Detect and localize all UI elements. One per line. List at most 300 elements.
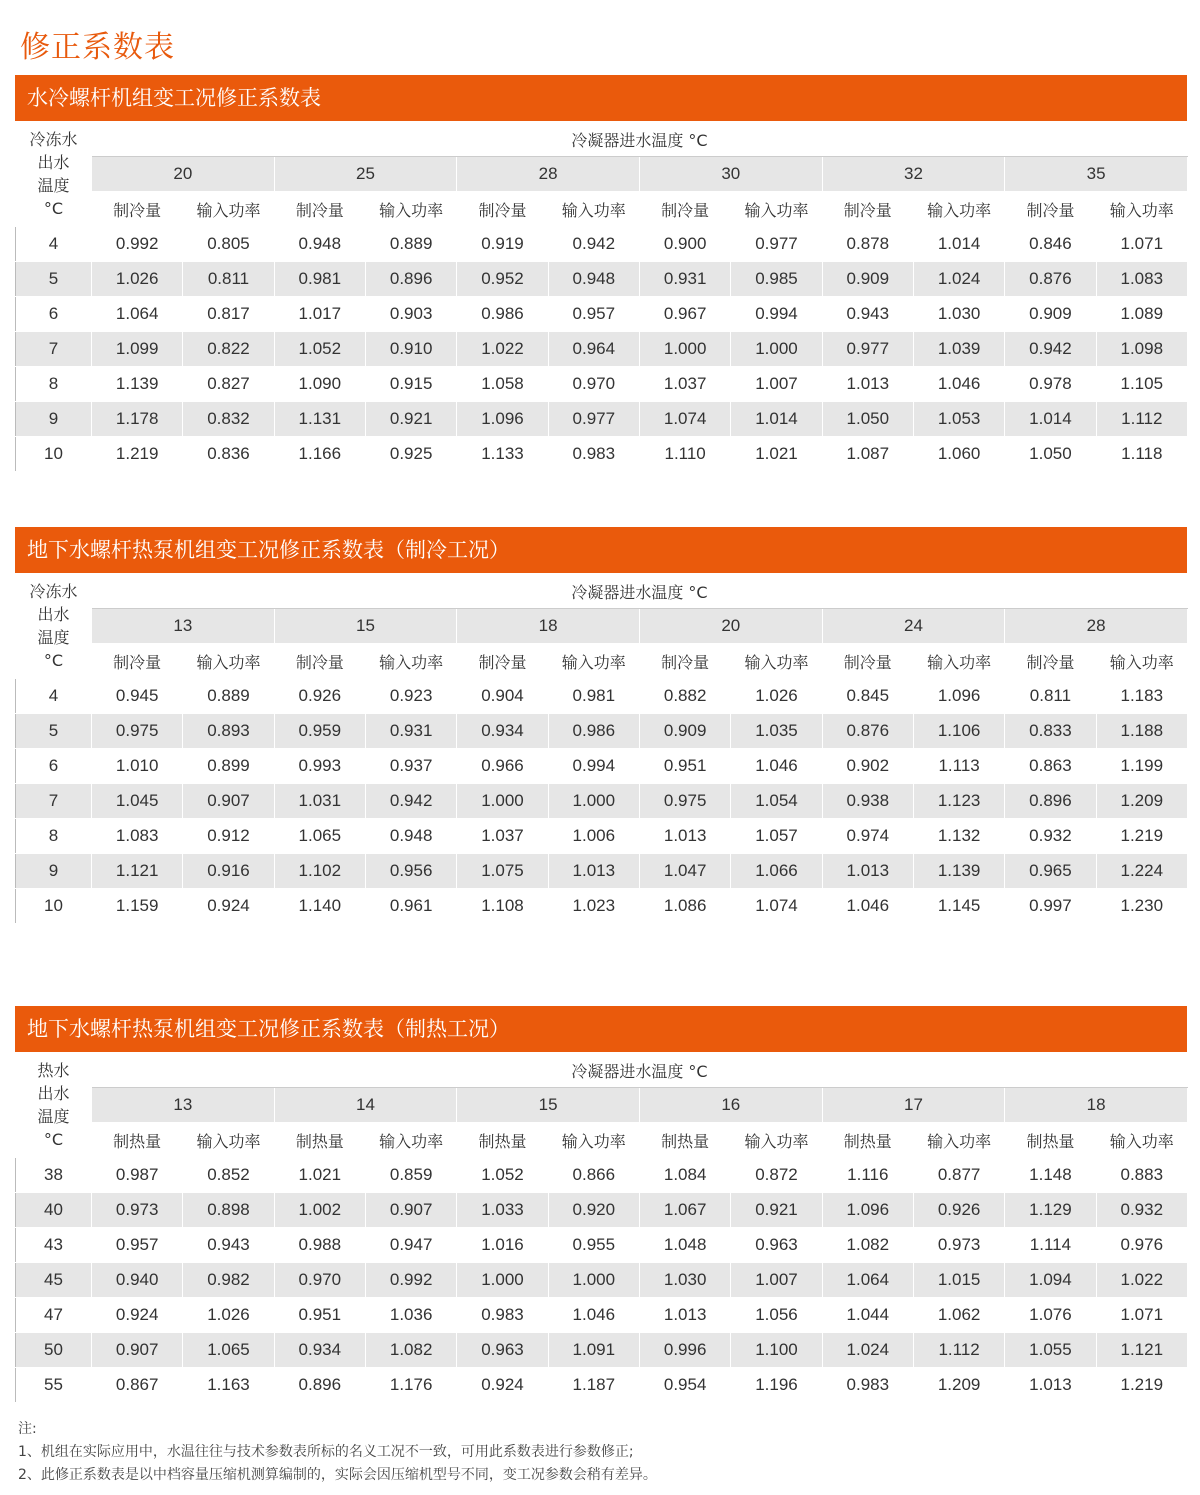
- capacity-factor-cell: 0.977: [822, 332, 913, 367]
- capacity-factor-cell: 0.926: [274, 679, 365, 714]
- table-title: 水冷螺杆机组变工况修正系数表: [15, 75, 1187, 121]
- capacity-factor-cell: 0.876: [822, 714, 913, 749]
- condenser-temp-value: 15: [457, 1088, 640, 1123]
- capacity-factor-cell: 1.178: [92, 402, 183, 437]
- power-factor-cell: 0.992: [365, 1263, 456, 1298]
- power-factor-cell: 1.013: [548, 854, 639, 889]
- power-factor-cell: 1.096: [913, 679, 1004, 714]
- capacity-factor-cell: 0.863: [1005, 749, 1096, 784]
- capacity-factor-cell: 1.024: [822, 1333, 913, 1368]
- capacity-factor-cell: 1.000: [639, 332, 730, 367]
- power-factor-cell: 1.100: [731, 1333, 822, 1368]
- capacity-col-label: 制冷量: [92, 192, 183, 227]
- condenser-temp-value: 20: [92, 157, 275, 192]
- capacity-factor-cell: 0.952: [457, 262, 548, 297]
- power-col-label: 输入功率: [913, 644, 1004, 679]
- capacity-factor-cell: 0.965: [1005, 854, 1096, 889]
- table-row: [16, 262, 1188, 297]
- power-factor-cell: 1.121: [1096, 1333, 1187, 1368]
- capacity-factor-cell: 1.082: [822, 1228, 913, 1263]
- capacity-factor-cell: 0.967: [639, 297, 730, 332]
- capacity-factor-cell: 0.919: [457, 227, 548, 262]
- row-header-line: 温度: [37, 628, 70, 647]
- power-factor-cell: 1.132: [913, 819, 1004, 854]
- capacity-factor-cell: 0.959: [274, 714, 365, 749]
- power-col-label: 输入功率: [913, 1123, 1004, 1158]
- table-row: [16, 367, 1188, 402]
- capacity-factor-cell: 1.067: [639, 1193, 730, 1228]
- capacity-factor-cell: 0.924: [92, 1298, 183, 1333]
- power-factor-cell: 0.889: [183, 679, 274, 714]
- power-factor-cell: 0.920: [548, 1193, 639, 1228]
- capacity-col-label: 制冷量: [1005, 644, 1096, 679]
- notes: [18, 1418, 657, 1487]
- capacity-factor-cell: 0.811: [1005, 679, 1096, 714]
- table-row: [16, 332, 1188, 367]
- correction-table: [15, 1052, 1188, 1403]
- power-factor-cell: 0.976: [1096, 1228, 1187, 1263]
- power-factor-cell: 0.866: [548, 1158, 639, 1193]
- power-factor-cell: 1.015: [913, 1263, 1004, 1298]
- table-row: [16, 1368, 1188, 1403]
- power-factor-cell: 1.036: [365, 1298, 456, 1333]
- table-row: [16, 437, 1188, 472]
- power-col-label: 输入功率: [365, 1123, 456, 1158]
- capacity-factor-cell: 1.037: [639, 367, 730, 402]
- condenser-temp-value: 14: [274, 1088, 457, 1123]
- capacity-factor-cell: 1.010: [92, 749, 183, 784]
- correction-table-groundwater-cooling: [15, 527, 1187, 924]
- capacity-factor-cell: 0.932: [1005, 819, 1096, 854]
- table-row: [16, 749, 1188, 784]
- outlet-temp-cell: 10: [16, 437, 92, 472]
- capacity-factor-cell: 1.017: [274, 297, 365, 332]
- power-col-label: 输入功率: [548, 1123, 639, 1158]
- capacity-factor-cell: 0.934: [274, 1333, 365, 1368]
- capacity-factor-cell: 0.902: [822, 749, 913, 784]
- capacity-factor-cell: 1.013: [822, 854, 913, 889]
- capacity-col-label: 制热量: [457, 1123, 548, 1158]
- condenser-temp-value: 28: [457, 157, 640, 192]
- condenser-temp-label: 冷凝器进水温度 °C: [92, 122, 1188, 157]
- capacity-factor-cell: 1.030: [639, 1263, 730, 1298]
- power-factor-cell: 0.985: [731, 262, 822, 297]
- outlet-temp-cell: 38: [16, 1158, 92, 1193]
- power-factor-cell: 0.811: [183, 262, 274, 297]
- power-factor-cell: 1.053: [913, 402, 1004, 437]
- power-factor-cell: 0.970: [548, 367, 639, 402]
- table-row: [16, 227, 1188, 262]
- capacity-factor-cell: 1.083: [92, 819, 183, 854]
- power-factor-cell: 1.196: [731, 1368, 822, 1403]
- power-factor-cell: 0.827: [183, 367, 274, 402]
- power-factor-cell: 0.899: [183, 749, 274, 784]
- power-factor-cell: 1.056: [731, 1298, 822, 1333]
- capacity-factor-cell: 0.945: [92, 679, 183, 714]
- capacity-factor-cell: 1.047: [639, 854, 730, 889]
- note-line-2: 2、此修正系数表是以中档容量压缩机测算编制的，实际会因压缩机型号不同，变工况参数会稍有差异。: [18, 1467, 657, 1483]
- capacity-factor-cell: 1.045: [92, 784, 183, 819]
- table-row: [16, 297, 1188, 332]
- table-row: [16, 1298, 1188, 1333]
- capacity-factor-cell: 0.942: [1005, 332, 1096, 367]
- correction-table-groundwater-heating: [15, 1006, 1187, 1403]
- row-header-line: 出水: [37, 1084, 70, 1103]
- row-header-line: 冷冻水: [29, 130, 78, 149]
- outlet-temp-cell: 43: [16, 1228, 92, 1263]
- capacity-factor-cell: 1.129: [1005, 1193, 1096, 1228]
- capacity-factor-cell: 1.139: [92, 367, 183, 402]
- outlet-temp-cell: 4: [16, 227, 92, 262]
- power-factor-cell: 1.007: [731, 1263, 822, 1298]
- power-col-label: 输入功率: [1096, 1123, 1187, 1158]
- power-factor-cell: 1.023: [548, 889, 639, 924]
- outlet-temp-cell: 6: [16, 749, 92, 784]
- capacity-factor-cell: 0.845: [822, 679, 913, 714]
- capacity-factor-cell: 1.055: [1005, 1333, 1096, 1368]
- capacity-factor-cell: 0.970: [274, 1263, 365, 1298]
- outlet-temp-cell: 55: [16, 1368, 92, 1403]
- power-factor-cell: 0.986: [548, 714, 639, 749]
- capacity-factor-cell: 1.219: [92, 437, 183, 472]
- capacity-factor-cell: 0.973: [92, 1193, 183, 1228]
- power-factor-cell: 1.062: [913, 1298, 1004, 1333]
- condenser-temp-value: 28: [1005, 609, 1188, 644]
- power-factor-cell: 1.060: [913, 437, 1004, 472]
- power-factor-cell: 0.963: [731, 1228, 822, 1263]
- power-factor-cell: 0.931: [365, 714, 456, 749]
- outlet-temp-cell: 5: [16, 714, 92, 749]
- power-factor-cell: 1.074: [731, 889, 822, 924]
- power-factor-cell: 1.219: [1096, 1368, 1187, 1403]
- power-factor-cell: 0.924: [183, 889, 274, 924]
- power-factor-cell: 0.994: [548, 749, 639, 784]
- capacity-factor-cell: 0.896: [1005, 784, 1096, 819]
- power-factor-cell: 0.883: [1096, 1158, 1187, 1193]
- power-factor-cell: 0.973: [913, 1228, 1004, 1263]
- power-factor-cell: 1.123: [913, 784, 1004, 819]
- power-factor-cell: 1.091: [548, 1333, 639, 1368]
- power-factor-cell: 0.912: [183, 819, 274, 854]
- row-header-line: 冷冻水: [29, 582, 78, 601]
- capacity-col-label: 制热量: [274, 1123, 365, 1158]
- capacity-factor-cell: 0.900: [639, 227, 730, 262]
- capacity-factor-cell: 0.909: [639, 714, 730, 749]
- capacity-factor-cell: 0.996: [639, 1333, 730, 1368]
- power-factor-cell: 0.921: [365, 402, 456, 437]
- power-factor-cell: 0.836: [183, 437, 274, 472]
- capacity-factor-cell: 1.014: [1005, 402, 1096, 437]
- capacity-factor-cell: 0.975: [92, 714, 183, 749]
- condenser-temp-value: 18: [457, 609, 640, 644]
- capacity-factor-cell: 1.037: [457, 819, 548, 854]
- power-factor-cell: 1.112: [913, 1333, 1004, 1368]
- power-factor-cell: 0.981: [548, 679, 639, 714]
- capacity-factor-cell: 0.975: [639, 784, 730, 819]
- row-header-line: 温度: [37, 176, 70, 195]
- condenser-temp-value: 24: [822, 609, 1005, 644]
- capacity-factor-cell: 0.938: [822, 784, 913, 819]
- condenser-temp-label: 冷凝器进水温度 °C: [92, 1053, 1188, 1088]
- power-factor-cell: 0.932: [1096, 1193, 1187, 1228]
- capacity-factor-cell: 0.876: [1005, 262, 1096, 297]
- capacity-col-label: 制热量: [639, 1123, 730, 1158]
- capacity-factor-cell: 1.096: [457, 402, 548, 437]
- power-factor-cell: 1.030: [913, 297, 1004, 332]
- power-factor-cell: 1.022: [1096, 1263, 1187, 1298]
- capacity-factor-cell: 0.978: [1005, 367, 1096, 402]
- capacity-factor-cell: 0.907: [92, 1333, 183, 1368]
- power-factor-cell: 0.961: [365, 889, 456, 924]
- table-row: [16, 784, 1188, 819]
- power-factor-cell: 0.822: [183, 332, 274, 367]
- row-header-label: [16, 1053, 92, 1158]
- power-factor-cell: 0.893: [183, 714, 274, 749]
- capacity-factor-cell: 1.096: [822, 1193, 913, 1228]
- power-factor-cell: 1.106: [913, 714, 1004, 749]
- condenser-temp-value: 13: [92, 609, 275, 644]
- capacity-factor-cell: 1.000: [457, 784, 548, 819]
- outlet-temp-cell: 7: [16, 332, 92, 367]
- capacity-col-label: 制冷量: [1005, 192, 1096, 227]
- power-factor-cell: 0.896: [365, 262, 456, 297]
- power-factor-cell: 1.163: [183, 1368, 274, 1403]
- capacity-factor-cell: 0.948: [274, 227, 365, 262]
- row-header-line: 热水: [37, 1061, 70, 1080]
- condenser-temp-value: 13: [92, 1088, 275, 1123]
- capacity-factor-cell: 0.963: [457, 1333, 548, 1368]
- capacity-factor-cell: 1.094: [1005, 1263, 1096, 1298]
- power-factor-cell: 0.948: [365, 819, 456, 854]
- capacity-col-label: 制冷量: [639, 644, 730, 679]
- outlet-temp-cell: 8: [16, 367, 92, 402]
- capacity-factor-cell: 0.992: [92, 227, 183, 262]
- power-factor-cell: 1.007: [731, 367, 822, 402]
- table-row: [16, 1333, 1188, 1368]
- power-factor-cell: 0.805: [183, 227, 274, 262]
- power-factor-cell: 1.219: [1096, 819, 1187, 854]
- correction-table-water-cooled: [15, 75, 1187, 472]
- capacity-factor-cell: 1.076: [1005, 1298, 1096, 1333]
- capacity-factor-cell: 1.048: [639, 1228, 730, 1263]
- capacity-factor-cell: 1.099: [92, 332, 183, 367]
- power-factor-cell: 1.105: [1096, 367, 1187, 402]
- power-factor-cell: 1.187: [548, 1368, 639, 1403]
- power-factor-cell: 0.983: [548, 437, 639, 472]
- power-factor-cell: 1.046: [548, 1298, 639, 1333]
- capacity-col-label: 制冷量: [274, 192, 365, 227]
- power-factor-cell: 0.955: [548, 1228, 639, 1263]
- power-factor-cell: 1.000: [731, 332, 822, 367]
- row-header-line: °C: [43, 199, 64, 218]
- power-factor-cell: 1.089: [1096, 297, 1187, 332]
- capacity-factor-cell: 1.050: [1005, 437, 1096, 472]
- page-title: 修正系数表: [20, 30, 175, 65]
- condenser-temp-value: 17: [822, 1088, 1005, 1123]
- correction-table: [15, 573, 1188, 924]
- power-factor-cell: 1.000: [548, 784, 639, 819]
- capacity-factor-cell: 1.110: [639, 437, 730, 472]
- power-factor-cell: 0.942: [548, 227, 639, 262]
- outlet-temp-cell: 8: [16, 819, 92, 854]
- capacity-factor-cell: 1.064: [92, 297, 183, 332]
- outlet-temp-cell: 9: [16, 854, 92, 889]
- capacity-factor-cell: 1.013: [822, 367, 913, 402]
- capacity-factor-cell: 0.957: [92, 1228, 183, 1263]
- capacity-factor-cell: 0.951: [639, 749, 730, 784]
- condenser-temp-value: 20: [639, 609, 822, 644]
- power-factor-cell: 1.039: [913, 332, 1004, 367]
- power-col-label: 输入功率: [183, 1123, 274, 1158]
- capacity-factor-cell: 1.021: [274, 1158, 365, 1193]
- capacity-factor-cell: 0.986: [457, 297, 548, 332]
- condenser-temp-value: 32: [822, 157, 1005, 192]
- capacity-col-label: 制冷量: [457, 644, 548, 679]
- capacity-col-label: 制冷量: [92, 644, 183, 679]
- power-factor-cell: 1.139: [913, 854, 1004, 889]
- power-col-label: 输入功率: [1096, 644, 1187, 679]
- power-col-label: 输入功率: [548, 192, 639, 227]
- capacity-factor-cell: 1.114: [1005, 1228, 1096, 1263]
- power-factor-cell: 0.926: [913, 1193, 1004, 1228]
- capacity-factor-cell: 1.033: [457, 1193, 548, 1228]
- power-factor-cell: 0.832: [183, 402, 274, 437]
- capacity-factor-cell: 1.026: [92, 262, 183, 297]
- power-factor-cell: 1.071: [1096, 1298, 1187, 1333]
- power-factor-cell: 0.907: [183, 784, 274, 819]
- capacity-factor-cell: 1.166: [274, 437, 365, 472]
- capacity-factor-cell: 0.909: [822, 262, 913, 297]
- power-factor-cell: 1.176: [365, 1368, 456, 1403]
- capacity-factor-cell: 0.867: [92, 1368, 183, 1403]
- power-col-label: 输入功率: [183, 644, 274, 679]
- capacity-factor-cell: 0.904: [457, 679, 548, 714]
- power-factor-cell: 0.852: [183, 1158, 274, 1193]
- capacity-factor-cell: 1.116: [822, 1158, 913, 1193]
- row-header-line: 温度: [37, 1107, 70, 1126]
- capacity-factor-cell: 0.983: [822, 1368, 913, 1403]
- capacity-factor-cell: 1.121: [92, 854, 183, 889]
- capacity-factor-cell: 1.016: [457, 1228, 548, 1263]
- condenser-temp-label: 冷凝器进水温度 °C: [92, 574, 1188, 609]
- capacity-factor-cell: 0.882: [639, 679, 730, 714]
- power-factor-cell: 0.817: [183, 297, 274, 332]
- capacity-factor-cell: 0.909: [1005, 297, 1096, 332]
- capacity-factor-cell: 0.997: [1005, 889, 1096, 924]
- capacity-col-label: 制冷量: [457, 192, 548, 227]
- capacity-factor-cell: 1.031: [274, 784, 365, 819]
- table-row: [16, 402, 1188, 437]
- power-col-label: 输入功率: [365, 192, 456, 227]
- capacity-factor-cell: 0.981: [274, 262, 365, 297]
- power-col-label: 输入功率: [731, 644, 822, 679]
- power-col-label: 输入功率: [183, 192, 274, 227]
- capacity-col-label: 制冷量: [822, 644, 913, 679]
- outlet-temp-cell: 47: [16, 1298, 92, 1333]
- capacity-factor-cell: 0.940: [92, 1263, 183, 1298]
- row-header-line: °C: [43, 1130, 64, 1149]
- capacity-factor-cell: 1.044: [822, 1298, 913, 1333]
- capacity-factor-cell: 1.064: [822, 1263, 913, 1298]
- capacity-factor-cell: 0.931: [639, 262, 730, 297]
- power-factor-cell: 1.209: [1096, 784, 1187, 819]
- power-factor-cell: 1.057: [731, 819, 822, 854]
- capacity-factor-cell: 1.013: [639, 1298, 730, 1333]
- power-factor-cell: 0.947: [365, 1228, 456, 1263]
- capacity-factor-cell: 1.013: [639, 819, 730, 854]
- power-col-label: 输入功率: [548, 644, 639, 679]
- row-header-line: °C: [43, 651, 64, 670]
- power-factor-cell: 0.956: [365, 854, 456, 889]
- capacity-factor-cell: 1.052: [274, 332, 365, 367]
- row-header-line: 出水: [37, 605, 70, 624]
- table-row: [16, 679, 1188, 714]
- power-factor-cell: 0.910: [365, 332, 456, 367]
- capacity-factor-cell: 0.974: [822, 819, 913, 854]
- power-factor-cell: 1.054: [731, 784, 822, 819]
- capacity-factor-cell: 1.013: [1005, 1368, 1096, 1403]
- table-title: 地下水螺杆热泵机组变工况修正系数表（制冷工况）: [15, 527, 1187, 573]
- power-factor-cell: 1.118: [1096, 437, 1187, 472]
- power-factor-cell: 1.035: [731, 714, 822, 749]
- capacity-factor-cell: 0.924: [457, 1368, 548, 1403]
- condenser-temp-value: 25: [274, 157, 457, 192]
- power-factor-cell: 0.948: [548, 262, 639, 297]
- power-factor-cell: 0.921: [731, 1193, 822, 1228]
- capacity-factor-cell: 0.943: [822, 297, 913, 332]
- power-factor-cell: 1.065: [183, 1333, 274, 1368]
- power-factor-cell: 1.066: [731, 854, 822, 889]
- power-col-label: 输入功率: [731, 1123, 822, 1158]
- capacity-factor-cell: 0.878: [822, 227, 913, 262]
- capacity-factor-cell: 1.084: [639, 1158, 730, 1193]
- outlet-temp-cell: 50: [16, 1333, 92, 1368]
- capacity-factor-cell: 1.102: [274, 854, 365, 889]
- capacity-col-label: 制热量: [822, 1123, 913, 1158]
- power-col-label: 输入功率: [1096, 192, 1187, 227]
- capacity-factor-cell: 1.075: [457, 854, 548, 889]
- power-factor-cell: 1.224: [1096, 854, 1187, 889]
- power-factor-cell: 0.937: [365, 749, 456, 784]
- capacity-factor-cell: 1.159: [92, 889, 183, 924]
- power-factor-cell: 0.977: [548, 402, 639, 437]
- table-row: [16, 889, 1188, 924]
- capacity-factor-cell: 1.108: [457, 889, 548, 924]
- capacity-factor-cell: 0.966: [457, 749, 548, 784]
- capacity-col-label: 制冷量: [822, 192, 913, 227]
- table-row: [16, 819, 1188, 854]
- row-header-label: [16, 122, 92, 227]
- power-factor-cell: 1.026: [183, 1298, 274, 1333]
- power-col-label: 输入功率: [731, 192, 822, 227]
- power-factor-cell: 1.199: [1096, 749, 1187, 784]
- power-factor-cell: 1.021: [731, 437, 822, 472]
- power-factor-cell: 0.994: [731, 297, 822, 332]
- table-row: [16, 1193, 1188, 1228]
- power-factor-cell: 1.188: [1096, 714, 1187, 749]
- power-factor-cell: 1.046: [913, 367, 1004, 402]
- capacity-factor-cell: 1.086: [639, 889, 730, 924]
- capacity-factor-cell: 0.987: [92, 1158, 183, 1193]
- power-factor-cell: 0.942: [365, 784, 456, 819]
- power-factor-cell: 0.923: [365, 679, 456, 714]
- capacity-factor-cell: 1.148: [1005, 1158, 1096, 1193]
- outlet-temp-cell: 4: [16, 679, 92, 714]
- power-factor-cell: 0.903: [365, 297, 456, 332]
- table-row: [16, 1158, 1188, 1193]
- power-col-label: 输入功率: [913, 192, 1004, 227]
- correction-table: [15, 121, 1188, 472]
